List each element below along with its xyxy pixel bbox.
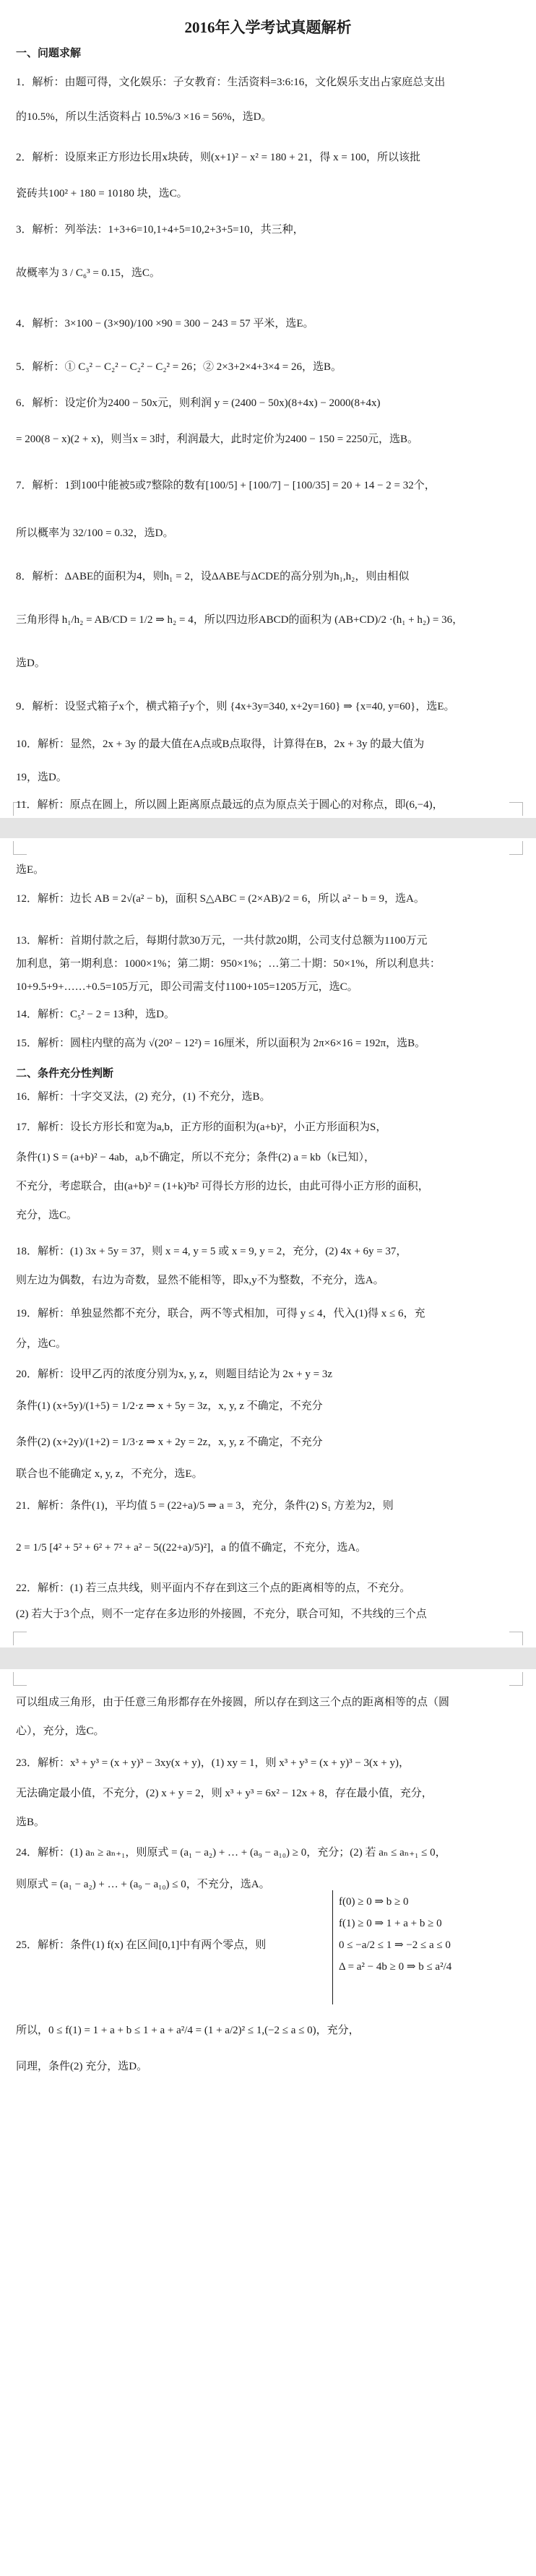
answer-line: 不充分，考虑联合，由(a+b)² = (1+k)²b² 可得长方形的边长，由此可得小正方形的面积， <box>16 1181 429 1192</box>
answer-line: (2) 若大于3个点，则不一定存在多边形的外接圆，不充分，联合可知，不共线的三个点 <box>16 1608 427 1620</box>
answer-line: = 200(8 − x)(2 + x)，则当x = 3时，利润最大，此时定价为2400 − 150 = 2250元，选B。 <box>16 434 418 445</box>
answer-line: 2．解析：设原来正方形边长用x块砖，则(x+1)² − x² = 180 + 21，得 x = 100，所以该批 <box>16 152 421 163</box>
system-line: 0 ≤ −a/2 ≤ 1 ⇒ −2 ≤ a ≤ 0 <box>339 1939 451 1951</box>
page-separator <box>0 1647 536 1669</box>
answer-line: 分，选C。 <box>16 1338 67 1350</box>
answer-line: 加利息，第一期利息：1000×1%；第二期：950×1%；…第二十期：50×1%，所以利息共： <box>16 958 441 970</box>
answer-line: 20．解析：设甲乙丙的浓度分别为x, y, z，则题目结论为 2x + y = 3z <box>16 1369 333 1380</box>
answer-line: 12．解析：边长 AB = 2√(a² − b)，面积 S△ABC = (2×AB)/2 = 6，所以 a² − b = 9，选A。 <box>16 893 425 905</box>
answer-line: 11．解析：原点在圆上，所以圆上距离原点最远的点为原点关于圆心的对称点，即(6,−4)， <box>16 799 444 811</box>
page-corner-mark <box>13 1632 27 1645</box>
answer-line: 条件(1) S = (a+b)² − 4ab，a,b不确定，所以不充分；条件(2) a = kb（k已知）， <box>16 1152 376 1163</box>
answer-line: 故概率为 3 / C₆³ = 0.15，选C。 <box>16 267 160 279</box>
page-corner-mark <box>509 1632 523 1645</box>
answer-line: 的10.5%，所以生活资料占 10.5%/3 ×16 = 56%，选D。 <box>16 111 272 123</box>
answer-line: 18．解析：(1) 3x + 5y = 37，则 x = 4, y = 5 或 x = 9, y = 2，充分，(2) 4x + 6y = 37， <box>16 1246 407 1257</box>
answer-line: 可以组成三角形，由于任意三角形都存在外接圆，所以存在到这三个点的距离相等的点（圆 <box>16 1697 450 1708</box>
answer-line: 选E。 <box>16 864 45 876</box>
page-corner-mark <box>509 841 523 855</box>
answer-line: 6．解析：设定价为2400 − 50x元，则利润 y = (2400 − 50x)(8+4x) − 2000(8+4x) <box>16 397 381 409</box>
answer-line: 19．解析：单独显然都不充分，联合，两不等式相加，可得 y ≤ 4，代入(1)得 x ≤ 6，充 <box>16 1308 425 1319</box>
answer-line: 21．解析：条件(1)，平均值 5 = (22+a)/5 ⇒ a = 3，充分，条件(2) S₁ 方差为2，则 <box>16 1500 394 1512</box>
system-line: f(0) ≥ 0 ⇒ b ≥ 0 <box>339 1896 409 1908</box>
answer-line: 8．解析：ΔABE的面积为4，则h₁ = 2，设ΔABE与ΔCDE的高分别为h₁,h₂，则由相似 <box>16 571 410 582</box>
section-heading: 一、问题求解 <box>16 47 82 59</box>
page-corner-mark <box>509 1672 523 1686</box>
answer-line: 条件(1) (x+5y)/(1+5) = 1/2·z ⇒ x + 5y = 3z，x, y, z 不确定，不充分 <box>16 1400 323 1412</box>
answer-line: 3．解析：列举法：1+3+6=10,1+4+5=10,2+3+5=10，共三种， <box>16 224 304 236</box>
answer-line: 14．解析：C₅² − 2 = 13种，选D。 <box>16 1009 175 1020</box>
answer-line: 瓷砖共100² + 180 = 10180 块，选C。 <box>16 188 188 199</box>
answer-line: 充分，选C。 <box>16 1210 78 1221</box>
answer-line: 10+9.5+9+……+0.5=105万元，即公司需支付1100+105=1205万元，选C。 <box>16 981 358 993</box>
condition-system <box>332 1890 527 2004</box>
answer-line: 1．解析：由题可得，文化娱乐：子女教育：生活资料=3:6:16，文化娱乐支出占家庭总支出 <box>16 77 446 88</box>
answer-line: 选D。 <box>16 658 46 669</box>
answer-line: 无法确定最小值，不充分，(2) x + y = 2，则 x³ + y³ = 6x² − 12x + 8，存在最小值，充分， <box>16 1788 433 1799</box>
answer-line: 心），充分，选C。 <box>16 1726 105 1737</box>
answer-line: 2 = 1/5 [4² + 5² + 6² + 7² + a² − 5((22+a)/5)²]，a 的值不确定，不充分，选A。 <box>16 1542 367 1554</box>
answer-line: 7．解析：1到100中能被5或7整除的数有[100/5] + [100/7] − [100/35] = 20 + 14 − 2 = 32个， <box>16 480 436 491</box>
page-title: 2016年入学考试真题解析 <box>184 19 352 36</box>
answer-line: 4．解析：3×100 − (3×90)/100 ×90 = 300 − 243 = 57 平米，选E。 <box>16 318 314 329</box>
answer-line: 9．解析：设竖式箱子x个，横式箱子y个，则 {4x+3y=340, x+2y=160} ⇒ {x=40, y=60}，选E。 <box>16 701 455 712</box>
answer-line: 16．解析：十字交叉法，(2) 充分，(1) 不充分，选B。 <box>16 1091 271 1103</box>
answer-line: 所以概率为 32/100 = 0.32，选D。 <box>16 527 174 539</box>
answer-line: 13．解析：首期付款之后，每期付款30万元，一共付款20期，公司支付总额为1100万元 <box>16 935 428 947</box>
answer-line: 5．解析：① C₃² − C₂² − C₂² − C₂² = 26；② 2×3+2×4+3×4 = 26，选B。 <box>16 361 342 373</box>
page-separator <box>0 818 536 838</box>
answer-line: 17．解析：设长方形长和宽为a,b，正方形的面积为(a+b)²，小正方形面积为S， <box>16 1121 387 1133</box>
page-3 <box>0 1669 536 2576</box>
answer-line: 同理，条件(2) 充分，选D。 <box>16 2061 148 2072</box>
answer-line: 则左边为偶数，右边为奇数，显然不能相等，即x,y不为整数，不充分，选A。 <box>16 1275 384 1286</box>
answer-line: 19，选D。 <box>16 772 67 783</box>
answer-line: 25．解析：条件(1) f(x) 在区间[0,1]中有两个零点，则 <box>16 1939 267 1951</box>
answer-line: 联合也不能确定 x, y, z，不充分，选E。 <box>16 1468 203 1480</box>
answer-line: 条件(2) (x+2y)/(1+2) = 1/3·z ⇒ x + 2y = 2z，x, y, z 不确定，不充分 <box>16 1436 323 1448</box>
answer-line: 选B。 <box>16 1817 46 1828</box>
answer-line: 22．解析：(1) 若三点共线，则平面内不存在到这三个点的距离相等的点，不充分。 <box>16 1582 411 1594</box>
page-corner-mark <box>13 1672 27 1686</box>
answer-line: 所以，0 ≤ f(1) = 1 + a + b ≤ 1 + a + a²/4 = (1 + a/2)² ≤ 1,(−2 ≤ a ≤ 0)，充分， <box>16 2025 360 2036</box>
answer-line: 则原式 = (a₁ − a₂) + … + (a₉ − a₁₀) ≤ 0，不充分，选A。 <box>16 1879 270 1890</box>
system-line: f(1) ≥ 0 ⇒ 1 + a + b ≥ 0 <box>339 1918 442 1929</box>
answer-line: 10．解析：显然，2x + 3y 的最大值在A点或B点取得，计算得在B，2x + 3y 的最大值为 <box>16 738 425 750</box>
answer-line: 15．解析：圆柱内壁的高为 √(20² − 12²) = 16厘米，所以面积为 2π×6×16 = 192π，选B。 <box>16 1038 426 1049</box>
answer-line: 23．解析：x³ + y³ = (x + y)³ − 3xy(x + y)，(1) xy = 1，则 x³ + y³ = (x + y)³ − 3(x + y)， <box>16 1757 410 1769</box>
page-corner-mark <box>13 841 27 855</box>
section-heading: 二、条件充分性判断 <box>16 1067 114 1080</box>
answer-line: 三角形得 h₁/h₂ = AB/CD = 1/2 ⇒ h₂ = 4，所以四边形ABCD的面积为 (AB+CD)/2 ·(h₁ + h₂) = 36， <box>16 614 464 626</box>
answer-line: 24．解析：(1) aₙ ≥ aₙ₊₁，则原式 = (a₁ − a₂) + … + (a₉ − a₁₀) ≥ 0，充分；(2) 若 aₙ ≤ aₙ₊₁ ≤ 0， <box>16 1847 446 1858</box>
system-line: Δ = a² − 4b ≥ 0 ⇒ b ≤ a²/4 <box>339 1961 452 1973</box>
